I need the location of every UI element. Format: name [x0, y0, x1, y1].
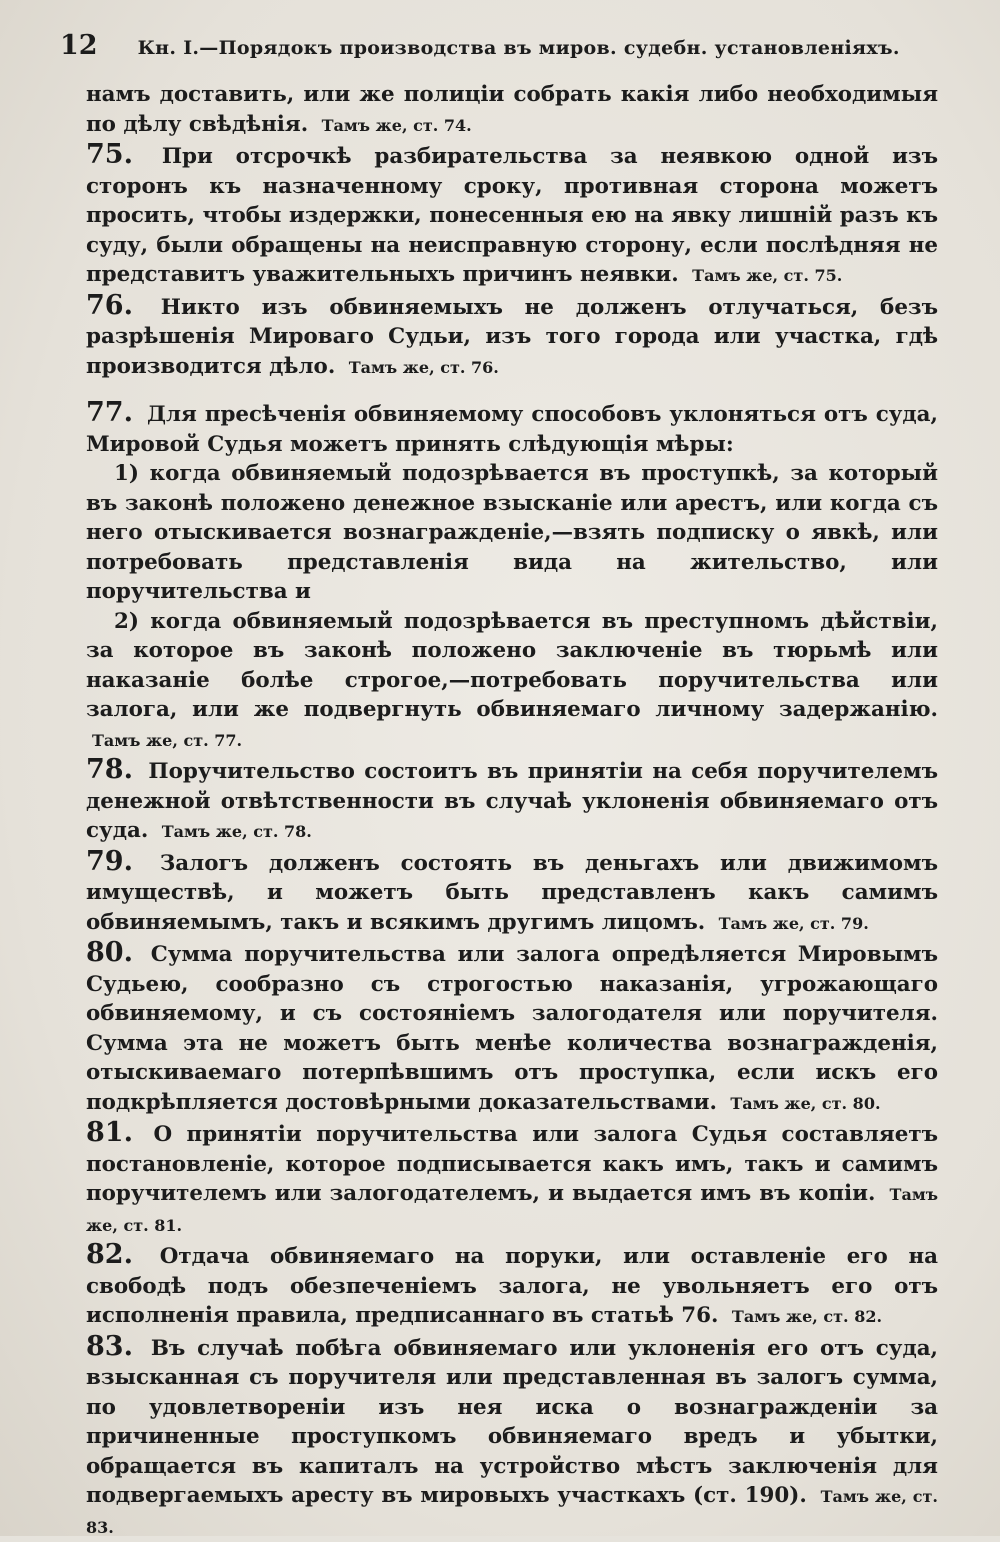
article-76 — [86, 291, 938, 383]
reference: Тамъ же, ст. 75. — [692, 266, 842, 285]
article-number: 75. — [86, 139, 133, 170]
article-78 — [86, 755, 938, 847]
article-text: При отсрочкѣ разбирательства за неявкою одной изъ сторонъ къ назначенному сроку, противная сторона можетъ просить, чтобы издержки, понесенныя ею на явку лишній разъ къ суду, были обращены на неисправную сторону, если послѣдняя не представитъ уважительныхъ причинъ неявки. — [86, 144, 938, 287]
page-number: 12 — [60, 30, 98, 61]
article-text: О принятіи поручительства или залога Судья составляетъ постановленіе, которое подписывается какъ имъ, такъ и самимъ поручителемъ или залогодателемъ, и выдается имъ въ копіи. — [86, 1122, 938, 1206]
reference: Тамъ же, ст. 74. — [322, 116, 472, 135]
article-text: Отдача обвиняемаго на поруки, или оставленіе его на свободѣ подъ обезпеченіемъ залога, не увольняетъ его отъ исполненія правила, предписаннаго въ статьѣ 76. — [86, 1244, 938, 1328]
article-82 — [86, 1240, 938, 1332]
article-75 — [86, 140, 938, 291]
body-text — [86, 80, 938, 1542]
article-text: Въ случаѣ побѣга обвиняемаго или уклоненія его отъ суда, взысканная съ поручителя или представленная въ залогъ сумма, по удовлетвореніи изъ нея иска о вознагражденіи за причиненные проступкомъ обвиняемаго вредъ и убытки, обращается въ капиталъ на устройство мѣстъ заключенія для подвергаемыхъ аресту въ мировыхъ участкахъ (ст. 190). — [86, 1336, 938, 1509]
article-number: 82. — [86, 1239, 133, 1270]
reference: Тамъ же, ст. 77. — [92, 731, 242, 750]
article-number: 79. — [86, 846, 133, 877]
article-80 — [86, 938, 938, 1118]
article-text: Поручительство состоитъ въ принятіи на себя поручителемъ денежной отвѣтственности въ случаѣ уклоненія обвиняемаго отъ суда. — [86, 759, 938, 843]
article-81 — [86, 1118, 938, 1240]
article-number: 78. — [86, 754, 133, 785]
article-number: 77. — [86, 397, 133, 428]
article-text: Залогъ долженъ состоять въ деньгахъ или движимомъ имуществѣ, и можетъ быть представленъ какъ самимъ обвиняемымъ, такъ и всякимъ другимъ лицомъ. — [86, 851, 938, 935]
article-clause-2 — [86, 607, 938, 756]
running-head: Кн. I.—Порядокъ производства въ миров. судебн. установленіяхъ. — [138, 37, 900, 59]
article-number: 83. — [86, 1331, 133, 1362]
article-text: Для пресѣченія обвиняемому способовъ уклоняться отъ суда, Мировой Судья можетъ принять слѣдующія мѣры: — [86, 402, 938, 457]
page-header — [60, 30, 938, 80]
article-clause: 1) когда обвиняемый подозрѣвается въ проступкѣ, за который въ законѣ положено денежное взысканіе или арестъ, или когда съ него отыскивается вознагражденіе,—взять подписку о явкѣ, или потребовать представленія вида на жительство, или поручительства и — [86, 459, 938, 607]
article-79 — [86, 847, 938, 939]
reference: Тамъ же, ст. 81. — [86, 1185, 938, 1235]
article-77 — [86, 398, 938, 755]
reference: Тамъ же, ст. 78. — [162, 822, 312, 841]
article-83 — [86, 1332, 938, 1542]
article-text: Сумма поручительства или залога опредѣляется Мировымъ Судьею, сообразно съ строгостью наказанія, угрожающаго обвиняемому, и съ состояніемъ залогодателя или поручителя. Сумма эта не можетъ быть менѣе количества вознагражденія, отыскиваемаго потерпѣвшимъ отъ проступка, если искъ его подкрѣпляется достовѣрными доказательствами. — [86, 942, 938, 1115]
article-number: 76. — [86, 290, 133, 321]
reference: Тамъ же, ст. 80. — [730, 1094, 880, 1113]
reference: Тамъ же, ст. 82. — [732, 1307, 882, 1326]
article-number: 80. — [86, 937, 133, 968]
paragraph-text: намъ доставить, или же полиціи собрать какія либо необходимыя по дѣлу свѣдѣнія. — [86, 82, 938, 137]
reference: Тамъ же, ст. 83. — [86, 1487, 938, 1537]
article-number: 81. — [86, 1117, 133, 1148]
continuation-paragraph — [86, 80, 938, 140]
reference: Тамъ же, ст. 76. — [349, 358, 499, 377]
clause-text: 2) когда обвиняемый подозрѣвается въ преступномъ дѣйствіи, за которое въ законѣ положено заключеніе въ тюрьмѣ или наказаніе болѣе строгое,—потребовать поручительства или залога, или же подвергнуть обвиняемаго личному задержанію. — [86, 609, 938, 723]
article-text: Никто изъ обвиняемыхъ не долженъ отлучаться, безъ разрѣшенія Мироваго Судьи, изъ того города или участка, гдѣ производится дѣло. — [86, 295, 938, 379]
reference: Тамъ же, ст. 79. — [719, 914, 869, 933]
